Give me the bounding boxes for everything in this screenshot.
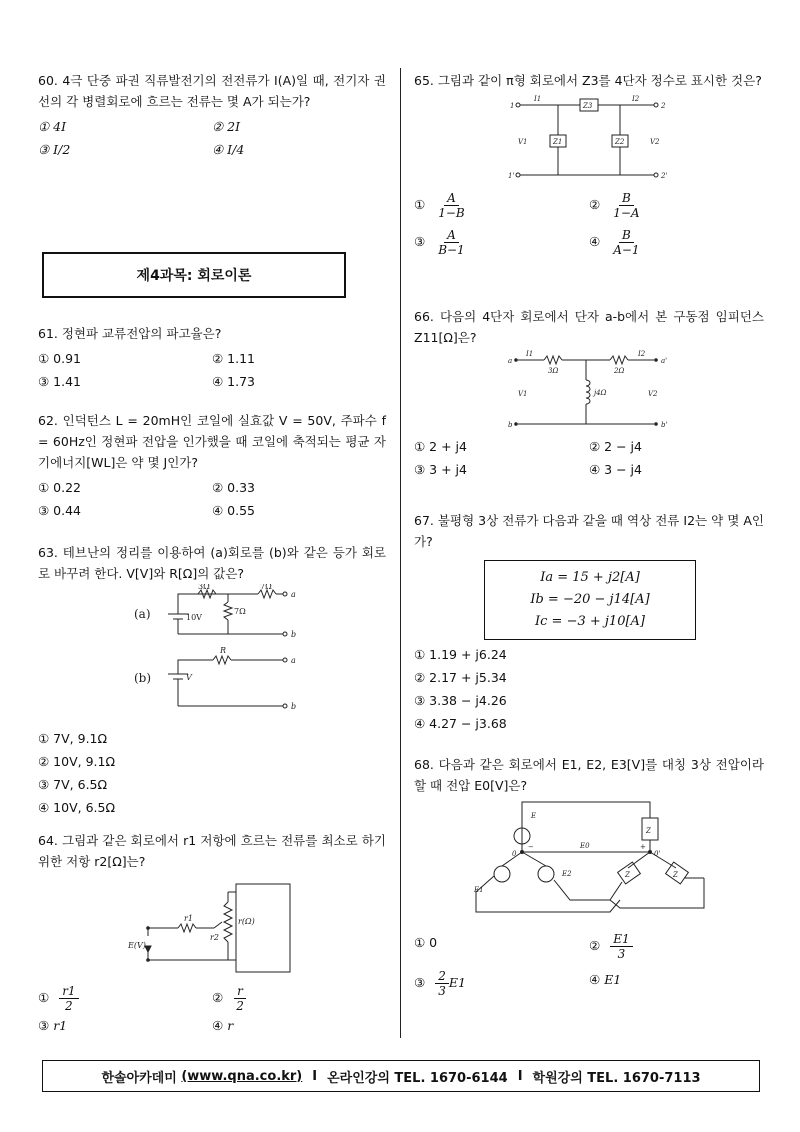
fig-r1: 3Ω [198,584,210,591]
question-stem: 66. 다음의 4단자 회로에서 단자 a-b에서 본 구동점 임피던스 Z11[Ω]은? [414,309,764,345]
fig-r2: 7Ω [260,584,272,591]
footer-link[interactable]: (www.qna.co.kr) [181,1068,303,1084]
question-67 [414,510,764,734]
option-3[interactable]: ③ $\frac{A}{B-1}$ [414,228,589,257]
option-4[interactable]: ④ $\frac{B}{A-1}$ [589,228,764,257]
option-3[interactable]: ③ 7V, 6.5Ω [38,777,108,792]
fig-I1: I1 [526,350,534,358]
fig-tb2: b' [661,421,668,429]
equation-box [484,560,696,640]
fig-tb: b [508,421,513,429]
option-4[interactable]: ④ E1 [589,972,622,987]
fig-Z3: Z3 [583,102,593,110]
option-3[interactable]: ③ r1 [38,1018,68,1033]
equation-ic: Ic = −3 + j10[A] [535,614,645,629]
question-stem: 68. 다음과 같은 회로에서 E1, E2, E3[V]를 대칭 3상 전압이라 할 때 전압 E0[V]은? [414,757,764,793]
fig-term-a2: a [291,656,296,665]
footer-separator: I [312,1068,318,1084]
option-2[interactable]: ② $\frac{E1}{3}$ [589,932,764,961]
option-tail: E1 [448,975,466,990]
fig-V2: V2 [648,390,658,398]
frac-num: r1 [59,984,78,999]
fig-x: j4Ω [594,389,607,397]
option-1[interactable]: ① $\frac{r1}{2}$ [38,984,212,1013]
options [38,116,386,160]
frac-num: A [444,228,459,243]
fig-minus: − [528,843,534,851]
fig-label-b: (b) [134,671,152,685]
option-value: r [227,1018,234,1033]
option-1[interactable]: ① 7V, 9.1Ω [38,731,108,746]
frac-den: 1−A [613,206,640,220]
option-3[interactable]: ③ 1.41 [38,374,82,389]
fig-r: r(Ω) [238,917,255,926]
question-68 [414,754,764,998]
option-1[interactable]: ① 1.19 + j6.24 [414,647,507,662]
option-value: r1 [53,1018,68,1033]
fig-r1: 3Ω [548,367,559,375]
fig-source: 10V [186,613,202,622]
frac-den: 3 [438,984,446,998]
option-1[interactable]: ① 4I [38,119,67,134]
fig-V: V [186,673,192,682]
frac-num: B [619,228,634,243]
frac-num: E1 [610,932,632,947]
option-3[interactable]: ③ 3 + j4 [414,462,467,477]
fig-node-0p: 0' [654,850,661,858]
options [38,477,386,521]
question-61 [38,323,386,392]
options [414,436,764,480]
options [414,191,764,257]
fig-t2b: 2' [661,172,668,180]
footer-separator: I [517,1068,523,1084]
fig-E0: E0 [580,842,590,850]
column-divider [400,68,401,1038]
option-4[interactable]: ④ 3 − j4 [589,462,642,477]
option-1[interactable]: ① 2 + j4 [414,439,467,454]
option-4[interactable]: ④ I/4 [212,142,245,157]
fig-r1: r1 [184,914,193,923]
option-2[interactable]: ② 2.17 + j5.34 [414,670,507,685]
fig-t2: 2 [661,102,666,110]
fig-Z1: Z1 [553,138,563,146]
option-4[interactable]: ④ 10V, 6.5Ω [38,800,116,815]
fig-t1: 1 [510,102,515,110]
option-value: E1 [604,972,622,987]
question-65 [414,70,764,257]
fig-E: E(V) [128,941,146,950]
frac-num: r [234,984,246,999]
question-stem: 61. 정현파 교류전압의 파고율은? [38,326,222,341]
fig-E2: E2 [562,870,572,878]
fig-Z2: Z [625,871,630,879]
question-63 [38,542,386,818]
fig-t1b: 1' [508,172,515,180]
question-66 [414,306,764,480]
frac-den: 2 [65,999,73,1013]
question-stem: 62. 인덕턴스 L = 20mH인 코일에 실효값 V = 50V, 주파수 f = 60Hz인 정현파 전압을 인가했을 때 코일에 축적되는 평균 자기에너지[WL]은 약 몇 J인가? [38,413,386,470]
question-stem: 67. 불평형 3상 전류가 다음과 같을 때 역상 전류 I2는 약 몇 A인가? [414,513,764,549]
question-64 [38,830,386,1036]
footer-bar [42,1060,760,1092]
footer-online: 온라인강의 TEL. 1670-6144 [327,1070,508,1086]
potentiometer-circuit-figure [38,872,386,976]
equation-ib: Ib = −20 − j14[A] [530,592,650,607]
option-2[interactable]: ② 2I [212,119,241,134]
question-stem: 64. 그림과 같은 회로에서 r1 저항에 흐르는 전류를 최소로 하기 위한 저항 r2[Ω]는? [38,833,386,869]
fig-r2: r2 [210,933,219,942]
fig-ta2: a' [661,357,668,365]
fig-E: E [531,812,537,820]
option-3[interactable]: ③ $\frac{2}{3}$ E1 [414,969,466,998]
footer-academy: 한솔아카데미 [101,1070,177,1086]
option-1[interactable]: ① 0 [414,935,438,950]
options [38,348,386,392]
fig-Z2: Z2 [615,138,625,146]
thevenin-circuit-figure [38,584,386,724]
frac-den: A−1 [613,243,640,257]
fig-plus: + [640,843,646,851]
question-stem: 60. 4극 단중 파권 직류발전기의 전전류가 I(A)일 때, 전기자 권선의 각 병렬회로에 흐르는 전류는 몇 A가 되는가? [38,73,386,109]
equation-ia: Ia = 15 + j2[A] [540,570,640,585]
option-3[interactable]: ③ I/2 [38,142,71,157]
fig-I2: I2 [638,350,646,358]
three-phase-figure [414,796,764,926]
option-4[interactable]: ④ 1.73 [212,374,256,389]
question-stem: 65. 그림과 같이 π형 회로에서 Z3를 4단자 정수로 표시한 것은? [414,73,762,88]
fig-V1: V1 [518,138,528,146]
option-1[interactable]: ① 0.22 [38,480,82,495]
option-2[interactable]: ② 0.33 [212,480,256,495]
options [38,984,386,1036]
frac-den: 2 [236,999,244,1013]
frac-den: 3 [617,947,626,961]
fig-I2: I2 [632,95,640,103]
option-4[interactable]: ④ 0.55 [212,503,256,518]
fig-Z3: Z [673,871,678,879]
fig-V2: V2 [650,138,660,146]
fig-I1: I1 [534,95,542,103]
fig-E1: E1 [474,886,484,894]
frac-num: 2 [435,969,449,984]
frac-num: A [444,191,459,206]
option-2[interactable]: ② 1.11 [212,351,256,366]
fig-term-b: b [291,630,297,639]
question-62 [38,410,386,521]
fig-term-a: a [291,590,296,599]
fig-Z: Z [646,827,651,835]
option-3[interactable]: ③ 0.44 [38,503,82,518]
fig-label-a: (a) [134,607,151,621]
fig-ta: a [508,357,513,365]
fig-V1: V1 [518,390,528,398]
fig-r2: 2Ω [614,367,625,375]
option-2[interactable]: ② 10V, 9.1Ω [38,754,116,769]
frac-den: B−1 [438,243,465,257]
fig-node-0: 0 [512,850,517,858]
option-1[interactable]: ① $\frac{A}{1-B}$ [414,191,589,220]
frac-den: 1−B [438,206,465,220]
options [414,932,764,998]
option-3[interactable]: ③ 3.38 − j4.26 [414,693,507,708]
section-title: 제4과목: 회로이론 [42,252,346,298]
options [414,644,764,734]
fig-R: R [220,646,227,655]
pi-network-figure [414,91,764,185]
question-60 [38,70,386,160]
option-1[interactable]: ① 0.91 [38,351,82,366]
option-2[interactable]: ② $\frac{r}{2}$ [212,984,386,1013]
option-2[interactable]: ② $\frac{B}{1-A}$ [589,191,764,220]
two-port-figure [414,348,764,432]
fig-r3: 7Ω [234,607,246,616]
option-2[interactable]: ② 2 − j4 [589,439,642,454]
fig-term-b2: b [291,702,297,711]
options [38,728,386,818]
footer-offline: 학원강의 TEL. 1670-7113 [532,1070,701,1086]
option-4[interactable]: ④ 4.27 − j3.68 [414,716,507,731]
option-4[interactable]: ④ r [212,1018,234,1033]
question-stem: 63. 테브난의 정리를 이용하여 (a)회로를 (b)와 같은 등가 회로로 바꾸려 한다. V[V]와 R[Ω]의 값은? [38,545,386,581]
frac-num: B [619,191,634,206]
